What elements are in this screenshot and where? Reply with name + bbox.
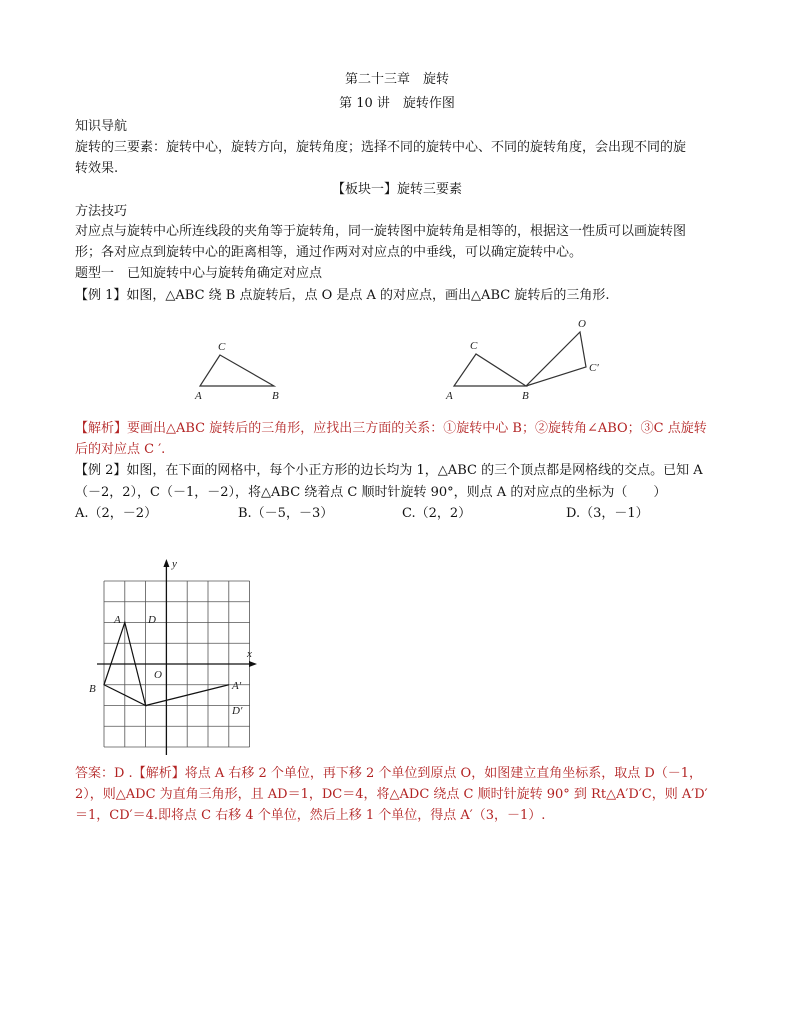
label-b: B: [522, 390, 529, 402]
method-line-1: 对应点与旋转中心所连线段的夹角等于旋转角，同一旋转图中旋转角是相等的，根据这一性质可以画旋转图: [75, 224, 687, 239]
label-a: A: [446, 390, 453, 402]
answer-line-3: ＝1，CD′＝4.即将点 C 右移 4 个单位，然后上移 1 个单位，得点 A′（3，－1）.: [75, 808, 546, 823]
label-o: O: [154, 669, 162, 681]
triangle-rotated: [526, 332, 586, 386]
analysis-line-2: 后的对应点 C ′.: [75, 442, 166, 457]
example-1-figure-right: [440, 315, 610, 405]
type-1-title: 题型一 已知旋转中心与旋转角确定对应点: [75, 266, 323, 281]
label-d: D: [148, 614, 156, 626]
chapter-title: 第二十三章 旋转: [344, 72, 449, 87]
analysis-line-1: 【解析】要画出△ABC 旋转后的三角形，应找出三方面的关系：①旋转中心 B；②旋转角∠ABO；③C 点旋转: [75, 421, 707, 436]
knowledge-title: 知识导航: [75, 119, 128, 134]
label-c: C: [218, 341, 226, 353]
label-b: B: [272, 390, 279, 402]
y-axis-arrow: [163, 559, 169, 567]
label-c-prime: C′: [589, 362, 599, 374]
method-line-2: 形；各对应点到旋转中心的距离相等，通过作两对对应点的中垂线，可以确定旋转中心。: [75, 245, 583, 260]
answer-line-1: 答案：D .【解析】将点 A 右移 2 个单位，再下移 2 个单位到原点 O，如图建立直角坐标系，取点 D（－1，: [75, 766, 703, 781]
example-2-line-2: （－2，2），C（－1，－2），将△ABC 绕着点 C 顺时针旋转 90°，则点 A 的对应点的坐标为（ ）: [75, 485, 667, 500]
label-y: y: [172, 558, 177, 570]
example-1-figure-left: [180, 335, 300, 410]
label-c: C: [470, 340, 478, 352]
option-a: A.（2，－2）: [75, 506, 158, 521]
label-a: A: [114, 614, 121, 626]
triangle-abc: [200, 355, 274, 386]
option-b: B.（－5，－3）: [238, 506, 334, 521]
label-o: O: [578, 318, 586, 330]
lecture-title: 第 10 讲 旋转作图: [339, 96, 455, 111]
label-a: A: [195, 390, 202, 402]
label-b: B: [89, 683, 96, 695]
section-heading: 【板块一】旋转三要素: [331, 182, 462, 197]
label-d-prime: D′: [232, 705, 243, 717]
option-d: D.（3，－1）: [566, 506, 649, 521]
knowledge-line-1: 旋转的三要素：旋转中心，旋转方向，旋转角度；选择不同的旋转中心、不同的旋转角度，会出现不同的旋: [75, 140, 687, 155]
triangle-abc: [454, 354, 526, 386]
answer-line-2: 2），则△ADC 为直角三角形，且 AD＝1，DC＝4，将△ADC 绕点 C 顺时针旋转 90° 到 Rt△A′D′C，则 A′D′: [75, 787, 708, 802]
option-c: C.（2，2）: [402, 506, 472, 521]
example-2-line-1: 【例 2】如图，在下面的网格中，每个小正方形的边长均为 1，△ABC 的三个顶点都是网格线的交点。已知 A: [75, 463, 703, 478]
label-x: x: [247, 648, 252, 660]
x-axis-arrow: [249, 661, 257, 667]
example-1-text: 【例 1】如图，△ABC 绕 B 点旋转后，点 O 是点 A 的对应点，画出△ABC 旋转后的三角形.: [75, 288, 610, 303]
knowledge-line-2: 转效果.: [75, 161, 119, 176]
method-title: 方法技巧: [75, 204, 128, 219]
example-2-grid-figure: [85, 555, 265, 765]
label-a-prime: A′: [232, 680, 242, 692]
